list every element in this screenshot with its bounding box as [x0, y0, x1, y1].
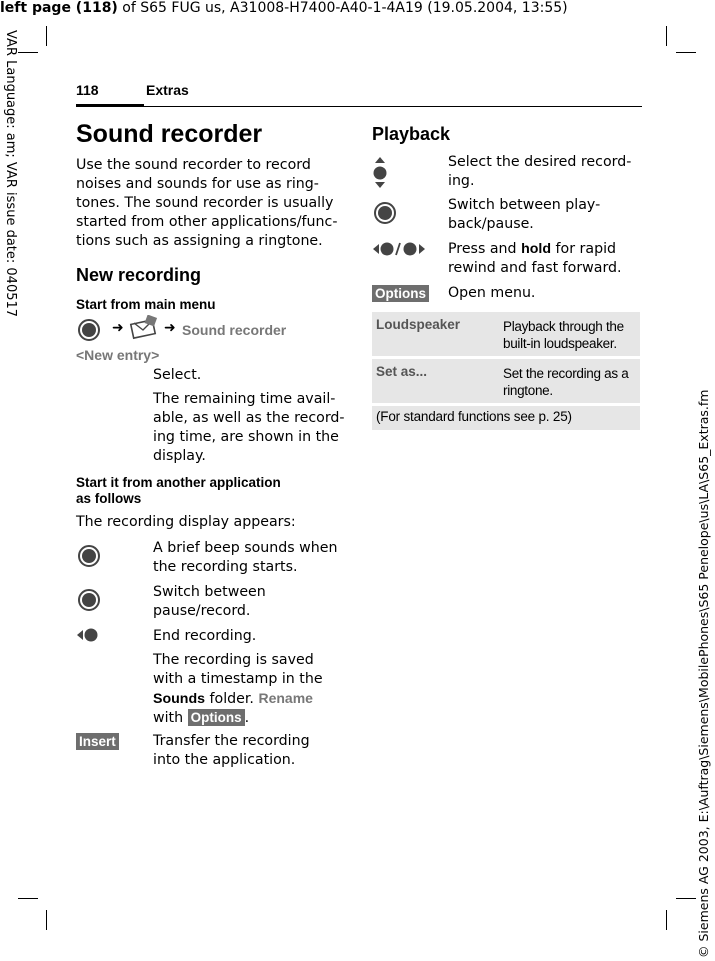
arrow-icon: ➜	[112, 320, 124, 336]
text-line: into the application.	[153, 752, 296, 768]
joystick-up-down-icon	[372, 157, 388, 189]
file-header-page: left page (118)	[0, 0, 118, 16]
beep-paragraph	[153, 539, 338, 577]
text-period: .	[244, 710, 250, 726]
text-line	[153, 709, 323, 728]
crop-mark	[46, 26, 47, 46]
table-row[interactable]	[372, 312, 640, 356]
arrow-icon: ➜	[164, 320, 176, 336]
switch-play-paragraph	[448, 196, 600, 234]
crop-mark	[666, 26, 667, 46]
remaining-time-paragraph	[153, 390, 345, 466]
extras-menu-icon	[128, 315, 160, 341]
text-select: Select.	[153, 367, 202, 383]
crop-mark	[18, 898, 38, 899]
text-line	[448, 240, 622, 259]
side-text-left: VAR Language: am; VAR issue date: 040517	[3, 30, 18, 318]
text-hold: hold	[521, 241, 552, 257]
text-line: built-in loudspeaker.	[503, 336, 617, 351]
table-value	[503, 365, 628, 399]
page-number: 118	[76, 82, 99, 98]
text-line: ing time, are shown in the	[153, 429, 339, 445]
text-line: Switch between	[153, 584, 266, 600]
text-line: ing.	[448, 173, 475, 189]
menu-entry-new[interactable]: <New entry>	[76, 347, 160, 363]
text-line: A brief beep sounds when	[153, 540, 338, 556]
options-softkey[interactable]: Options	[188, 709, 245, 726]
header-rule	[76, 106, 642, 107]
section-title: Extras	[146, 82, 189, 98]
joystick-left-icon	[76, 627, 102, 643]
text-line: The recording is saved	[153, 652, 314, 668]
text-line: pause/record.	[153, 603, 251, 619]
side-text-right: © Siemens AG 2003, E:\Auftrag\Siemens\MobilePhones\S65 Penelope\us\LA\S65_Extras.fm	[696, 389, 711, 958]
joystick-left-right-icon	[372, 241, 426, 257]
text-line: able, as well as the record-	[153, 410, 345, 426]
text-line: with a timestamp in the	[153, 671, 323, 687]
table-footer-row	[372, 406, 640, 430]
text-line: noises and sounds for use as ring-	[76, 176, 319, 192]
text-open-menu: Open menu.	[448, 285, 536, 301]
heading-playback: Playback	[372, 124, 451, 144]
saved-paragraph	[153, 651, 323, 728]
text-line: the recording starts.	[153, 559, 298, 575]
file-header-info: of S65 FUG us, A31008-H7400-A40-1-4A19 (19.05.2004, 13:55)	[117, 0, 568, 16]
text-line: back/pause.	[448, 216, 534, 232]
switch-pause-paragraph	[153, 583, 266, 621]
crop-mark	[676, 898, 696, 899]
text-line: tions such as assigning a ringtone.	[76, 233, 323, 249]
options-softkey[interactable]: Options	[372, 285, 429, 302]
joystick-press-icon	[374, 202, 396, 224]
heading-sound-recorder: Sound recorder	[76, 120, 263, 148]
text-with: with	[153, 710, 188, 726]
menu-item-rename[interactable]: Rename	[258, 690, 313, 706]
text-line: tones. The sound recorder is usually	[76, 195, 334, 211]
select-desired-paragraph	[448, 153, 631, 191]
table-key-loudspeaker: Loudspeaker	[376, 317, 461, 332]
insert-softkey[interactable]: Insert	[76, 733, 119, 750]
subheading-start-main: Start from main menu	[76, 297, 216, 312]
text-line: Select the desired record-	[448, 154, 632, 170]
joystick-press-icon	[78, 545, 100, 567]
text-line: Set the recording as a	[503, 366, 629, 381]
text-line: rewind and fast forward.	[448, 260, 622, 276]
text-folder: folder.	[205, 691, 259, 707]
crop-mark	[18, 52, 38, 53]
text-end-recording: End recording.	[153, 628, 257, 644]
joystick-press-icon	[78, 319, 100, 341]
text-line: Playback through the	[503, 319, 624, 334]
crop-mark	[676, 52, 696, 53]
crop-mark	[666, 910, 667, 930]
options-table	[372, 312, 640, 430]
table-footer: (For standard functions see p. 25)	[376, 409, 572, 424]
text-line: Use the sound recorder to record	[76, 157, 311, 173]
text-line: Transfer the recording	[153, 733, 310, 749]
text-line: as follows	[76, 491, 142, 506]
heading-new-recording: New recording	[76, 265, 202, 285]
text-line: The remaining time avail-	[153, 391, 336, 407]
text-line	[153, 689, 323, 709]
text-line: display.	[153, 448, 206, 464]
text-display-appears: The recording display appears:	[76, 514, 296, 530]
table-row[interactable]	[372, 359, 640, 403]
transfer-paragraph	[153, 732, 310, 770]
table-value	[503, 318, 624, 352]
text-press: Press and	[448, 241, 522, 257]
crop-mark	[46, 910, 47, 930]
text-line: Switch between play-	[448, 197, 601, 213]
text-rapid: for rapid	[551, 241, 617, 257]
file-header	[0, 0, 568, 16]
table-key-set-as: Set as...	[376, 364, 428, 379]
press-hold-paragraph	[448, 240, 622, 278]
sounds-folder-name: Sounds	[153, 691, 206, 707]
joystick-press-icon	[78, 589, 100, 611]
text-line: Start it from another application	[76, 475, 281, 490]
intro-paragraph	[76, 156, 337, 251]
text-line: ringtone.	[503, 383, 553, 398]
text-line: started from other applications/func-	[76, 214, 338, 230]
menu-item-sound-recorder[interactable]: Sound recorder	[182, 322, 287, 338]
subheading-start-other	[76, 475, 281, 507]
